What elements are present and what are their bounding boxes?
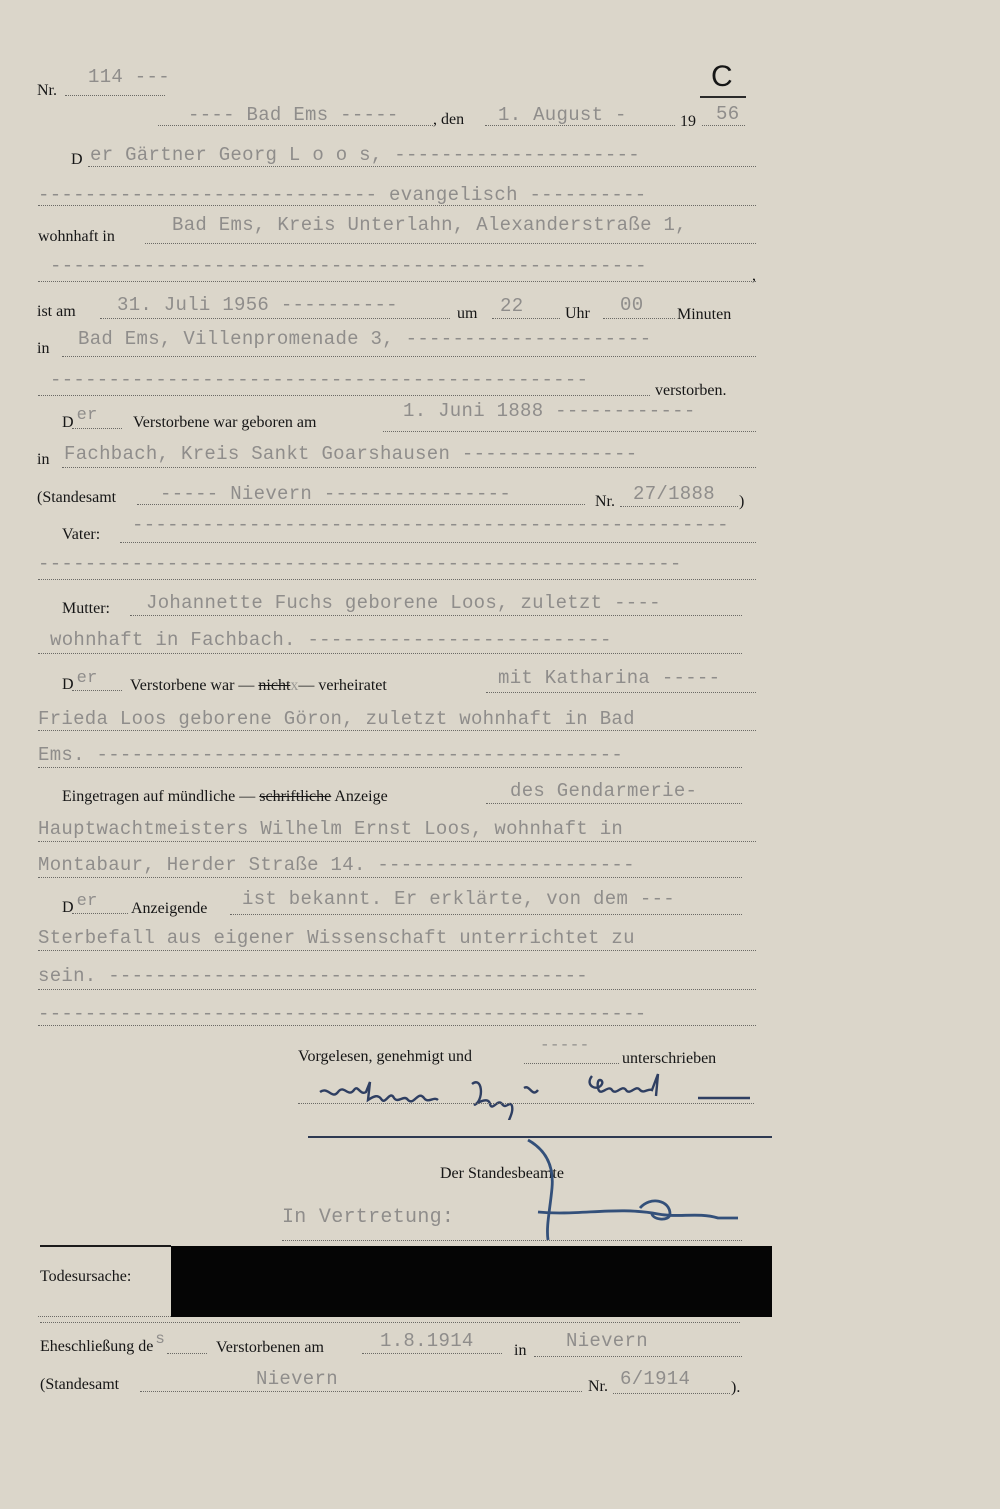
birth-standesamt-label: (Standesamt: [37, 489, 117, 506]
marriage-label-a: Verstorbene war —: [130, 677, 255, 694]
marriage-d-letter: D: [62, 676, 74, 693]
minuten-label: Minuten: [677, 306, 732, 323]
spouse-continuation-2: Ems. ---------------------------------------------: [38, 744, 624, 766]
ehe-nr-dotline: [613, 1393, 730, 1394]
known-cont2-dotline: [38, 989, 756, 990]
ehe-nr-label: Nr.: [588, 1378, 608, 1395]
person-dotline: [88, 166, 756, 167]
birth-nr-dotline: [620, 506, 738, 507]
cause-dotline: [38, 1316, 171, 1317]
birth-place: Fachbach, Kreis Sankt Goarshausen ---------------: [64, 443, 638, 465]
ehe-nr-value: 6/1914: [620, 1368, 691, 1390]
ehe-s-dotline: [167, 1353, 207, 1354]
birth-d-dotline: [72, 428, 122, 429]
year-prefix: 19: [680, 113, 696, 130]
year-dotline: [702, 125, 745, 126]
vorgelesen-blank: -----: [540, 1036, 590, 1054]
ist-am-label: ist am: [37, 303, 76, 320]
ehe-close: ).: [731, 1379, 741, 1396]
cause-top-rule: [40, 1245, 171, 1247]
ehe-in-label: in: [514, 1342, 527, 1359]
hour-dotline: [492, 318, 560, 319]
death-place-cont-dotline: [38, 395, 650, 396]
known-dotline: [230, 914, 742, 915]
register-letter: C: [711, 60, 733, 93]
registration-label: [62, 788, 388, 806]
known-cont3-dotline: [38, 1025, 756, 1026]
marriage-d-label: [62, 669, 98, 695]
death-minutes: 00: [620, 294, 644, 316]
mutter-label: Mutter:: [62, 600, 110, 617]
um-label: um: [457, 305, 478, 322]
marriage-label: [130, 677, 387, 695]
cause-redaction: [171, 1246, 772, 1317]
spouse-cont1-dotline: [38, 730, 756, 731]
birth-d-label: [62, 406, 98, 433]
birth-nr-label: Nr.: [595, 493, 615, 510]
known-d-label: [62, 892, 98, 918]
death-date-dotline: [100, 318, 450, 319]
wohnhaft-label: wohnhaft in: [38, 228, 115, 245]
registration-label-b: Anzeige: [334, 788, 388, 805]
spouse-line: mit Katharina -----: [498, 667, 721, 689]
ehe-standesamt-dotline: [140, 1391, 582, 1392]
mutter-cont-dotline: [38, 653, 742, 654]
den-label: , den: [433, 111, 465, 128]
known-continuation-3: ----------------------------------------------------: [38, 1003, 647, 1025]
birth-standesamt: ----- Nievern ----------------: [160, 483, 512, 505]
marriage-date: 1.8.1914: [380, 1330, 474, 1352]
birth-close: ): [739, 493, 745, 510]
vertretung-text: In Vertretung:: [282, 1206, 455, 1229]
marriage-label-x: x: [290, 677, 299, 694]
vorgelesen-label: Vorgelesen, genehmigt und: [298, 1048, 473, 1065]
ehe-standesamt: Nievern: [256, 1368, 338, 1390]
birth-in-label: in: [37, 451, 50, 468]
marriage-date-dotline: [362, 1353, 502, 1354]
birth-place-dotline: [62, 467, 756, 468]
birth-label: Verstorbene war geboren am: [133, 414, 317, 431]
signature-dotline: [298, 1103, 754, 1104]
person-name-line: er Gärtner Georg L o o s, ---------------------: [90, 144, 640, 166]
informant-cont1-dotline: [38, 841, 756, 842]
in-label: in: [37, 340, 50, 357]
unterschrieben-label: unterschrieben: [622, 1050, 717, 1067]
registration-label-schriftliche: schriftliche: [259, 788, 332, 805]
death-place-continuation: ----------------------------------------------: [50, 369, 589, 391]
official-signature: [520, 1138, 750, 1244]
marriage-place: Nievern: [566, 1330, 648, 1352]
mutter-continuation: wohnhaft in Fachbach. --------------------------: [50, 629, 612, 651]
place-header: ---- Bad Ems -----: [188, 104, 399, 126]
address-continuation: ---------------------------------------------------: [50, 255, 647, 277]
informant: des Gendarmerie-: [510, 780, 698, 802]
anzeigende-label: Anzeigende: [131, 900, 208, 917]
vater-continuation: -------------------------------------------------------: [38, 553, 682, 575]
known-text: ist bekannt. Er erklärte, von dem ---: [242, 888, 675, 910]
year-suffix: 56: [716, 103, 740, 125]
informant-dotline: [486, 803, 742, 804]
known-cont1-dotline: [38, 950, 756, 951]
spouse-cont2-dotline: [38, 767, 742, 768]
verstorben-label: verstorben.: [655, 382, 727, 399]
death-hour: 22: [500, 295, 524, 317]
person-d-label: D: [71, 151, 83, 168]
marriage-label-nicht: nicht: [258, 677, 291, 694]
place-dotline: [158, 125, 433, 126]
informant-continuation-2: Montabaur, Herder Straße 14. ----------------------: [38, 854, 635, 876]
ehe-label-s: s: [155, 1330, 166, 1348]
registration-label-a: Eingetragen auf mündliche —: [62, 788, 256, 805]
address-cont-dotline: [38, 281, 756, 282]
spouse-continuation-1: Frieda Loos geborene Göron, zuletzt wohnhaft in Bad: [38, 708, 635, 730]
nr-value: 114 ---: [88, 66, 170, 88]
vater-cont-dotline: [38, 579, 756, 580]
birth-date: 1. Juni 1888 ------------: [403, 400, 696, 422]
spouse-dotline: [486, 692, 756, 693]
religion-dotline: [38, 205, 756, 206]
mutter-value: Johannette Fuchs geborene Loos, zuletzt ----: [146, 592, 661, 614]
address-dotline: [145, 243, 756, 244]
cause-bottom-dotline: [40, 1322, 740, 1323]
informant-cont2-dotline: [38, 877, 742, 878]
religion-line: ----------------------------- evangelisch ----------: [38, 184, 647, 206]
vater-value: ---------------------------------------------------: [132, 514, 729, 536]
death-place-dotline: [62, 356, 756, 357]
birth-nr-value: 27/1888: [633, 483, 715, 505]
eheschliessung-label: [40, 1330, 166, 1356]
birth-standesamt-dotline: [137, 504, 585, 505]
known-d-letter: D: [62, 899, 74, 916]
ehe-standesamt-label: (Standesamt: [40, 1376, 120, 1393]
letter-underline: [700, 96, 746, 98]
vertretung-dotline: [282, 1240, 742, 1241]
vater-dotline: [120, 542, 756, 543]
birth-date-dotline: [383, 431, 756, 432]
known-continuation-2: sein. -----------------------------------------: [38, 965, 588, 987]
known-d-suffix: er: [76, 892, 98, 911]
vorgelesen-dotline: [524, 1063, 619, 1064]
date-dotline: [485, 125, 675, 126]
ehe-label-a: Eheschließung de: [40, 1338, 154, 1355]
nr-dotline: [65, 95, 165, 96]
todesursache-label: Todesursache:: [40, 1268, 132, 1285]
death-place: Bad Ems, Villenpromenade 3, ---------------------: [78, 328, 652, 350]
header-date: 1. August -: [498, 104, 627, 126]
nr-label: Nr.: [37, 82, 57, 99]
ehe-label-b: Verstorbenen am: [216, 1339, 324, 1356]
informant-continuation-1: Hauptwachtmeisters Wilhelm Ernst Loos, wohnhaft in: [38, 818, 624, 840]
address-comma: ,: [752, 267, 756, 284]
marriage-d-suffix: er: [76, 669, 98, 688]
known-d-dotline: [72, 913, 128, 914]
vater-label: Vater:: [62, 526, 101, 543]
uhr-label: Uhr: [565, 305, 590, 322]
minutes-dotline: [603, 318, 675, 319]
standesbeamte-label: Der Standesbeamte: [440, 1165, 564, 1182]
birth-d-letter: D: [62, 414, 74, 431]
mutter-dotline: [130, 615, 742, 616]
marriage-d-dotline: [72, 690, 122, 691]
informant-signature: [310, 1070, 760, 1120]
birth-d-suffix: er: [76, 406, 98, 425]
marriage-label-b: — verheiratet: [298, 677, 387, 694]
marriage-place-dotline: [534, 1356, 742, 1357]
death-date: 31. Juli 1956 ----------: [117, 294, 398, 316]
address: Bad Ems, Kreis Unterlahn, Alexanderstraße 1,: [172, 214, 687, 236]
known-continuation-1: Sterbefall aus eigener Wissenschaft unterrichtet zu: [38, 927, 635, 949]
